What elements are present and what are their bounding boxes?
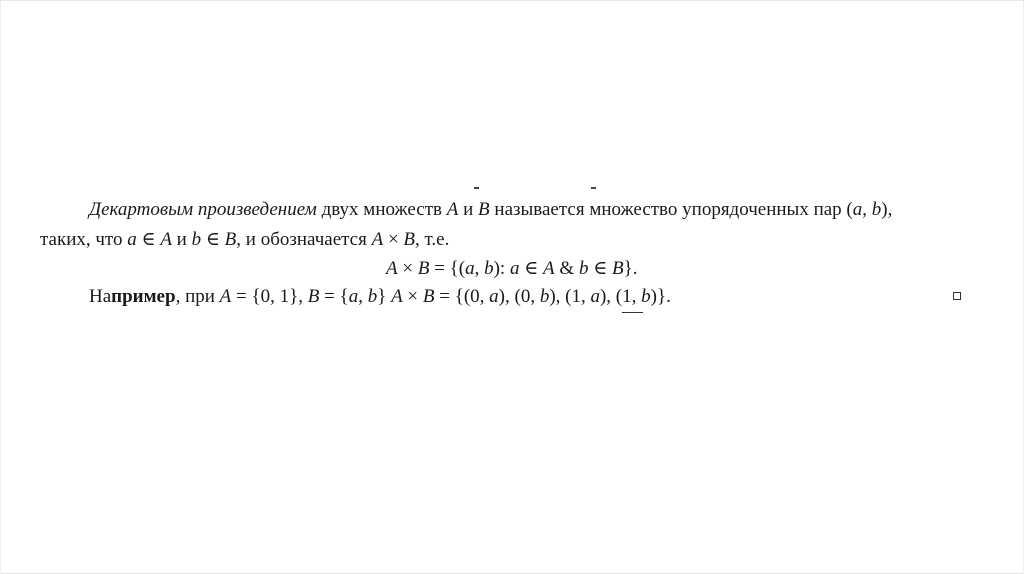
text: , и обозначается [236,229,372,250]
math-var: A [371,229,384,250]
scan-underline-mark [622,312,643,313]
text: } [377,286,392,307]
math-var: B [307,286,320,307]
math-var: b [641,286,651,307]
text: × [383,229,404,250]
math-var: B [417,258,430,279]
math-var: a [509,258,520,279]
cartesian-product-formula [386,257,638,281]
math-var: B [422,286,435,307]
text: двух множеств [316,199,447,220]
math-var: b [871,199,882,220]
math-var: b [367,286,378,307]
math-var: a [590,286,600,307]
page-top-border [0,0,1024,1]
text: и [171,229,192,250]
text: ∈ [201,229,225,250]
math-var: A [446,199,459,220]
math-var: A [391,286,403,307]
text: ): [493,258,510,279]
text: ), (1, [549,286,591,307]
text: таких, что [40,229,128,250]
defined-term: Декартовым произведением [89,199,317,220]
math-var: B [224,229,237,250]
math-var: a [852,199,863,220]
math-var: a [489,286,499,307]
text: , [474,258,485,279]
math-var: b [191,229,202,250]
text: На [89,286,112,307]
text: ∈ [519,258,544,279]
math-var: a [348,286,359,307]
text: ∈ [136,229,161,250]
math-var: A [386,258,398,279]
scan-mark [591,187,596,189]
text: ∈ [588,258,613,279]
text: = {( [429,258,466,279]
math-var: a [127,229,137,250]
example-line [89,285,671,309]
math-var: B [403,229,416,250]
definition-line-2 [40,228,449,252]
scan-mark [474,187,479,189]
text: }. [623,258,638,279]
text: = {(0, [434,286,490,307]
math-var: B [478,199,490,220]
text: и [458,199,479,220]
text: & [554,258,579,279]
math-var: b [484,258,494,279]
definition-line-1 [89,198,892,222]
text: называется множество упорядоченных пар ( [489,199,853,220]
math-var: B [612,258,624,279]
text: , т.е. [415,229,450,250]
text: )}. [650,286,671,307]
math-var: b [578,258,589,279]
page-left-border [0,0,1,574]
text: , при [175,286,220,307]
text: , [862,199,872,220]
end-of-example-square [953,292,961,300]
text: ), (1, [599,286,642,307]
math-var: b [539,286,550,307]
text: ), [881,199,893,220]
math-var: a [465,258,475,279]
text: × [402,286,423,307]
text: = { [319,286,349,307]
math-var: A [543,258,555,279]
text: , [358,286,368,307]
text: × [397,258,418,279]
bold-word: пример [111,286,176,307]
text: ), (0, [498,286,540,307]
text: = {0, 1}, [231,286,308,307]
math-var: A [160,229,172,250]
math-var: A [219,286,232,307]
